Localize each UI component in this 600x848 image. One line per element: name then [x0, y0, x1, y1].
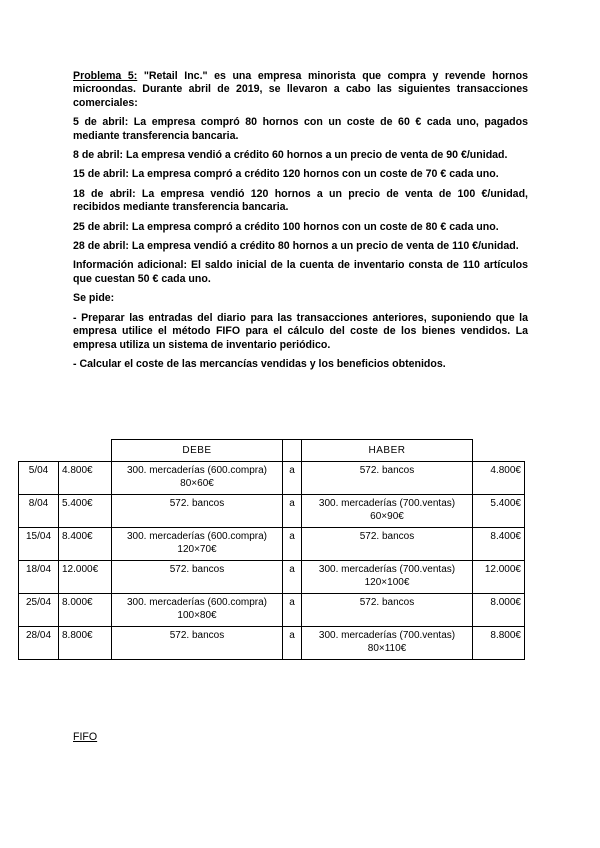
journal-header-row [19, 440, 525, 462]
credit-amount: 8.400€ [473, 528, 525, 561]
haber-header: HABER [302, 440, 473, 462]
connector: a [283, 495, 302, 528]
debit-amount: 8.000€ [59, 594, 112, 627]
transaction-item: 8 de abril: La empresa vendió a crédito 60 hornos a un precio de venta de 90 €/unidad. [73, 149, 508, 162]
entry-date: 8/04 [19, 495, 59, 528]
credit-account: 300. mercaderías (700.ventas) 120×100€ [302, 561, 473, 594]
transaction-item: 5 de abril: La empresa compró 80 hornos con un coste de 60 € cada uno, pagados mediante transferencia bancaria. [73, 116, 528, 142]
debit-account: 572. bancos [112, 627, 283, 660]
journal-table [18, 439, 525, 660]
credit-account: 572. bancos [302, 462, 473, 495]
debit-account: 300. mercaderías (600.compra) 80×60€ [112, 462, 283, 495]
debit-account: 300. mercaderías (600.compra) 100×80€ [112, 594, 283, 627]
connector: a [283, 627, 302, 660]
credit-amount: 8.000€ [473, 594, 525, 627]
credit-amount: 5.400€ [473, 495, 525, 528]
entry-date: 18/04 [19, 561, 59, 594]
ask-item: - Preparar las entradas del diario para las transacciones anteriores, suponiendo que la empresa utilice el método FIFO para el cálculo del coste de los bienes vendidos. La empresa utiliza un sistema de inventario periódico. [73, 311, 528, 351]
debit-amount: 8.800€ [59, 627, 112, 660]
credit-amount: 8.800€ [473, 627, 525, 660]
credit-account: 300. mercaderías (700.ventas) 60×90€ [302, 495, 473, 528]
entry-date: 25/04 [19, 594, 59, 627]
problem-statement [73, 70, 528, 377]
debit-amount: 8.400€ [59, 528, 112, 561]
asks-label: Se pide: [73, 292, 115, 305]
additional-info: Información adicional: El saldo inicial de la cuenta de inventario consta de 110 artículos que cuestan 50 € cada uno. [73, 259, 528, 285]
credit-account: 300. mercaderías (700.ventas) 80×110€ [302, 627, 473, 660]
journal-row [19, 462, 525, 495]
connector: a [283, 561, 302, 594]
credit-account: 572. bancos [302, 594, 473, 627]
credit-account: 572. bancos [302, 528, 473, 561]
transaction-item: 18 de abril: La empresa vendió 120 hornos a un precio de venta de 100 €/unidad, recibidos mediante transferencia bancaria. [73, 187, 528, 214]
connector: a [283, 462, 302, 495]
transaction-item: 15 de abril: La empresa compró a crédito 120 hornos con un coste de 70 € cada uno. [73, 168, 499, 181]
journal-row [19, 627, 525, 660]
connector: a [283, 528, 302, 561]
fifo-heading: FIFO [73, 731, 98, 743]
debe-header: DEBE [112, 440, 283, 462]
debit-account: 300. mercaderías (600.compra) 120×70€ [112, 528, 283, 561]
problem-intro [73, 70, 528, 110]
debit-account: 572. bancos [112, 495, 283, 528]
credit-amount: 4.800€ [473, 462, 525, 495]
connector: a [283, 594, 302, 627]
transaction-item: 25 de abril: La empresa compró a crédito 100 hornos con un coste de 80 € cada uno. [73, 220, 499, 233]
problem-label: Problema 5: [73, 70, 138, 82]
journal-row [19, 495, 525, 528]
debit-amount: 5.400€ [59, 495, 112, 528]
ask-item: - Calcular el coste de las mercancías vendidas y los beneficios obtenidos. [73, 357, 446, 370]
journal-row [19, 561, 525, 594]
connector-header-cell [283, 440, 302, 462]
entry-date: 15/04 [19, 528, 59, 561]
journal-row [19, 528, 525, 561]
debit-amount: 12.000€ [59, 561, 112, 594]
entry-date: 28/04 [19, 627, 59, 660]
journal-row [19, 594, 525, 627]
debit-amount: 4.800€ [59, 462, 112, 495]
credit-amount: 12.000€ [473, 561, 525, 594]
entry-date: 5/04 [19, 462, 59, 495]
problem-intro-text: "Retail Inc." es una empresa minorista que compra y revende hornos microondas. Durante abril de 2019, se llevaron a cabo las siguientes transacciones comerciales: [73, 70, 528, 109]
debit-account: 572. bancos [112, 561, 283, 594]
transaction-item: 28 de abril: La empresa vendió a crédito 80 hornos a un precio de venta de 110 €/unidad. [73, 240, 519, 253]
